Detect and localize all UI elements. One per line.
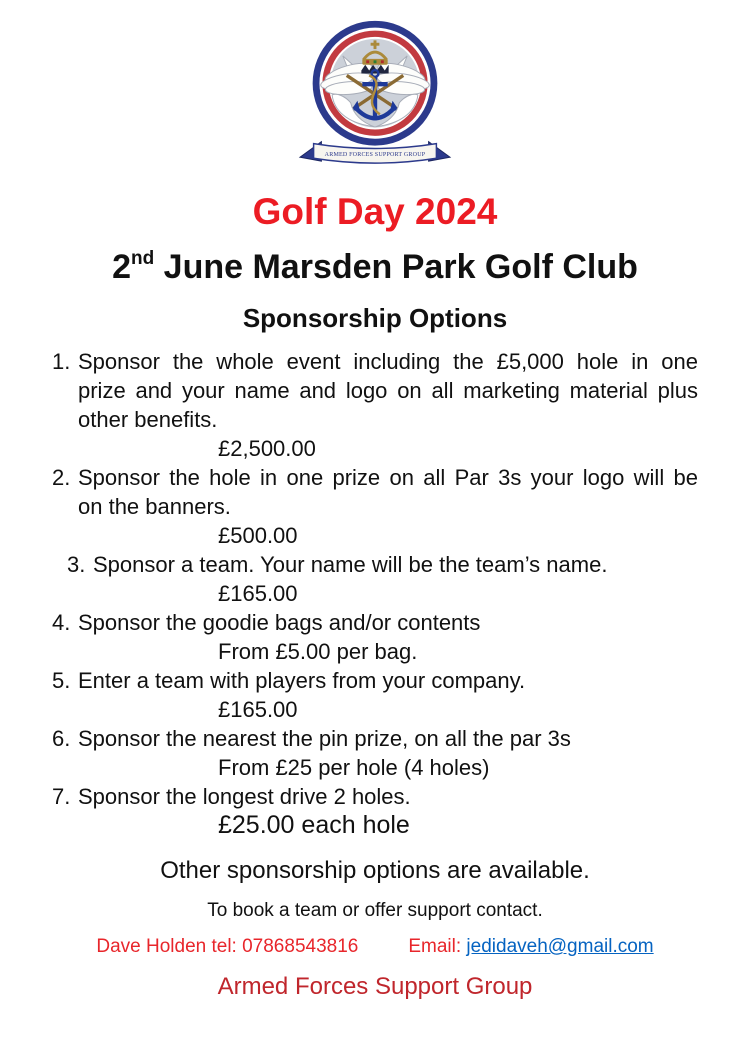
sponsorship-option-7: [52, 782, 698, 840]
option-price: £2,500.00: [218, 436, 316, 461]
other-options-note: Other sponsorship options are available.: [160, 857, 590, 884]
option-text-line: Sponsor a team. Your name will be the team’s name.: [93, 552, 608, 577]
option-price: From £5.00 per bag.: [218, 639, 418, 664]
organisation-name: Armed Forces Support Group: [217, 973, 533, 1000]
page-title: Golf Day 2024: [252, 191, 498, 232]
section-heading: Sponsorship Options: [242, 303, 508, 333]
option-price: £500.00: [218, 523, 298, 548]
option-number: 6.: [52, 726, 71, 751]
option-price: From £25 per hole (4 holes): [218, 755, 490, 780]
email-link[interactable]: jedidaveh@gmail.com: [466, 936, 654, 957]
sponsorship-option-5: [52, 666, 698, 724]
sponsorship-options-list: [52, 347, 698, 840]
option-number: 1.: [52, 349, 71, 374]
option-text-line: Enter a team with players from your company.: [78, 668, 526, 693]
contact-email: [408, 936, 653, 958]
option-text-line: Sponsor the goodie bags and/or contents: [78, 610, 481, 635]
option-number: 7.: [52, 784, 71, 809]
contact-telephone: Dave Holden tel: 07868543816: [96, 936, 359, 957]
option-price: £165.00: [218, 581, 298, 606]
option-number: 3.: [67, 552, 86, 577]
option-number: 2.: [52, 465, 71, 490]
logo-container: [52, 15, 698, 167]
sponsorship-option-1: [52, 347, 698, 463]
option-price: £25.00 each hole: [218, 811, 410, 839]
date-number: 2: [112, 248, 132, 286]
crest-banner-text: ARMED FORCES SUPPORT GROUP: [324, 151, 426, 158]
option-text-line: other benefits.: [78, 407, 218, 432]
option-text-line: Sponsor the hole in one prize on all Par 3s your logo will be: [78, 465, 698, 490]
option-text-line: on the banners.: [78, 494, 231, 519]
sponsorship-option-4: [52, 608, 698, 666]
sponsorship-option-3: [52, 550, 698, 608]
option-text-line: Sponsor the nearest the pin prize, on all the par 3s: [78, 726, 571, 751]
option-text-line: Sponsor the whole event including the £5,000 hole in one: [78, 349, 698, 374]
sponsorship-option-6: [52, 724, 698, 782]
option-price: £165.00: [218, 697, 298, 722]
event-date-venue: [52, 248, 698, 287]
option-number: 5.: [52, 668, 71, 693]
date-ordinal: nd: [131, 248, 155, 269]
crest-banner: [314, 144, 437, 163]
sponsorship-option-2: [52, 463, 698, 550]
option-text-line: prize and your name and logo on all marketing material plus: [78, 378, 698, 403]
option-text-line: Sponsor the longest drive 2 holes.: [78, 784, 411, 809]
afsg-crest-logo: [292, 15, 458, 167]
email-label: Email:: [408, 936, 467, 957]
contact-row: [52, 936, 698, 958]
venue-text: June Marsden Park Golf Club: [154, 248, 638, 286]
option-number: 4.: [52, 610, 71, 635]
booking-instruction: To book a team or offer support contact.: [207, 900, 543, 921]
